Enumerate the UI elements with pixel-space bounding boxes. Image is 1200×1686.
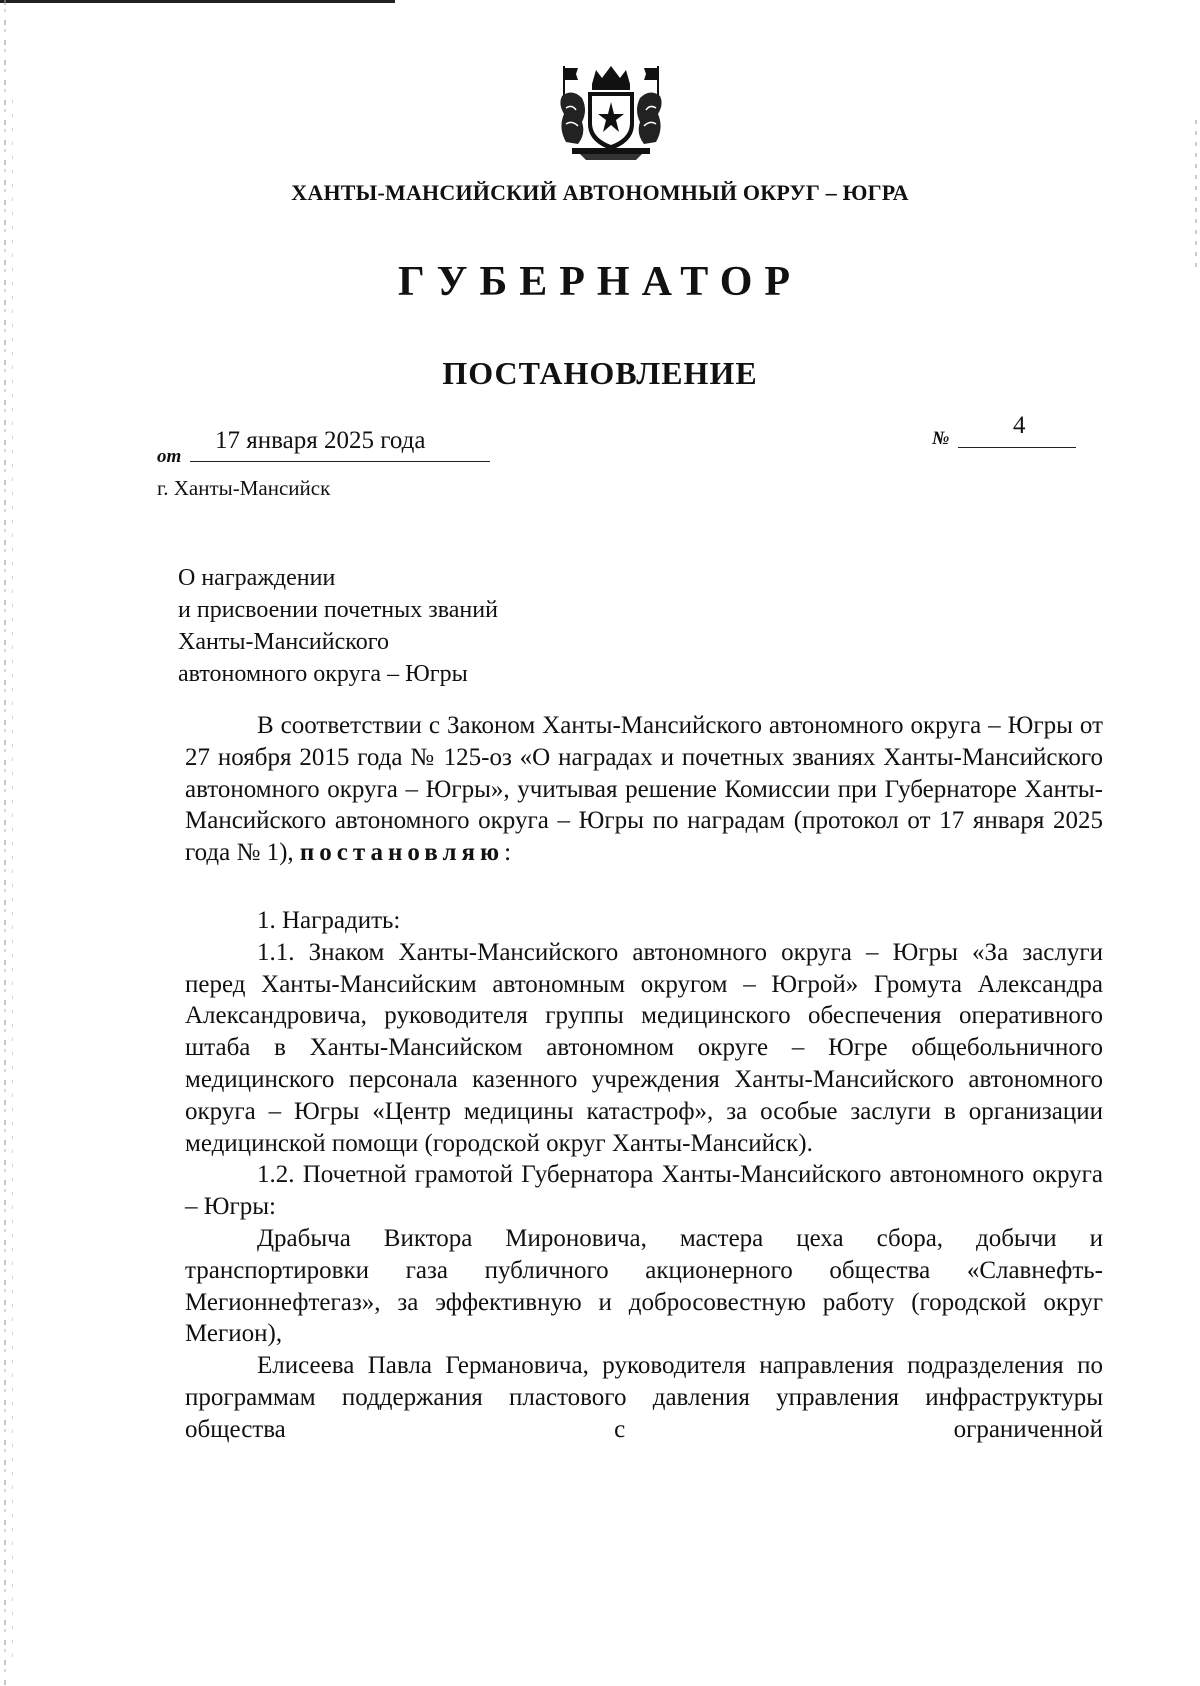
number-label: № xyxy=(932,428,950,449)
paragraph-gap xyxy=(185,869,1103,905)
document-subject xyxy=(178,562,498,690)
coat-of-arms-icon xyxy=(556,62,666,162)
date-prefix: от xyxy=(157,446,182,467)
awardee-drabych: Драбыча Виктора Мироновича, мастера цеха сбора, добычи и транспортировки газа публичного акционерного общества «Славнефть-Мегионнефтегаз», за эффективную и добросовестную работу (городской округ Мегион), xyxy=(185,1224,1103,1348)
item-1: 1. Наградить: xyxy=(257,906,401,934)
subject-line: О награждении xyxy=(178,565,336,591)
region-title: ХАНТЫ-МАНСИЙСКИЙ АВТОНОМНЫЙ ОКРУГ – ЮГРА xyxy=(291,180,909,205)
scan-edge-left xyxy=(4,0,6,1686)
scan-edge-left-inner xyxy=(12,100,13,1660)
subject-line: Ханты-Мансийского xyxy=(178,629,389,655)
preamble-text: В соответствии с Законом Ханты-Мансийского автономного округа – Югры от 27 ноября 2015 года № 125-оз «О наградах и почетных званиях Ханты-Мансийского автономного округа – Югры», учитывая решение Комиссии при Губернаторе Ханты-Мансийского автономного округа – Югры по наградам (протокол от 17 января 2025 года № 1), xyxy=(185,712,1103,867)
authority-title: ГУБЕРНАТОР xyxy=(397,259,803,305)
awardee-eliseev: Елисеева Павла Германовича, руководителя направления подразделения по программам поддержания пластового давления управления инфраструктуры общества с ограниченной xyxy=(185,1352,1103,1443)
subject-line: и присвоении почетных званий xyxy=(178,597,498,623)
date-underline xyxy=(190,461,490,462)
document-type: ПОСТАНОВЛЕНИЕ xyxy=(442,355,758,391)
resolve-word: постановляю xyxy=(299,839,505,867)
document-body xyxy=(185,710,1103,1446)
document-city: г. Ханты-Мансийск xyxy=(157,476,331,500)
subject-line: автономного округа – Югры xyxy=(178,661,468,687)
item-1-1: 1.1. Знаком Ханты-Мансийского автономного округа – Югры «За заслуги перед Ханты-Мансийским автономным округом – Югрой» Громута Александра Александровича, руководителя группы медицинского обеспечения оперативного штаба в Ханты-Мансийском автономном округе – Югре общебольничного медицинского персонала казенного учреждения Ханты-Мансийского автономного округа – Югры «Центр медицины катастроф», за особые заслуги в организации медицинской помощи (городской округ Ханты-Мансийск). xyxy=(185,938,1103,1157)
resolve-colon: : xyxy=(504,839,512,867)
scan-edge-top xyxy=(0,0,395,3)
item-1-2: 1.2. Почетной грамотой Губернатора Ханты-Мансийского автономного округа – Югры: xyxy=(185,1161,1103,1221)
preamble-paragraph xyxy=(185,710,1103,869)
document-date: 17 января 2025 года xyxy=(215,427,426,454)
document-number: 4 xyxy=(1013,412,1026,439)
number-underline xyxy=(958,447,1076,448)
